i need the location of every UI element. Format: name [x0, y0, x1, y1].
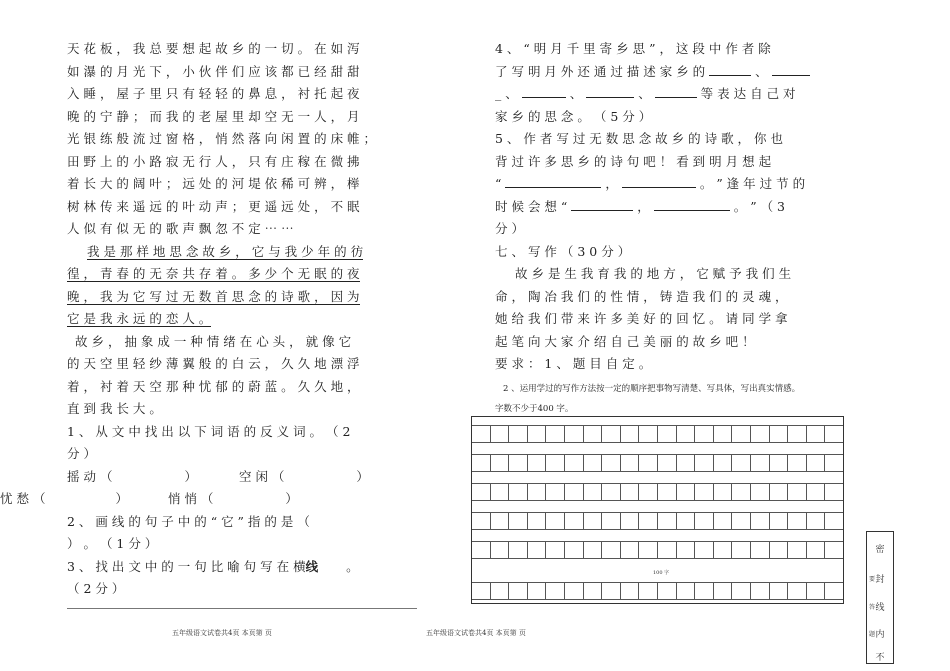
grid-count-label: 100 字 — [653, 570, 670, 576]
question-3-score: （ 2 分 ） — [67, 581, 125, 596]
question-5-line3: “ ， 。 ” 逢 年 过 节 的 — [495, 173, 845, 196]
passage-line: 的 天 空 里 轻 纱 薄 翼 般 的 白 云 ， 久 久 地 漂 浮 — [67, 356, 360, 371]
answer-blank[interactable] — [655, 83, 697, 98]
answer-blank[interactable] — [571, 196, 633, 211]
passage-line: 人 似 有 似 无 的 歌 声 飘 忽 不 定 ⋯ ⋯ — [67, 221, 294, 236]
question-5: 5 、 作 者 写 过 无 数 思 念 故 乡 的 诗 歌 ， 你 也 — [495, 131, 784, 146]
seal-line-box — [866, 531, 894, 664]
requirement-2: 2 、运用学过的写作方法按一定的顺序把事物写清楚、写具体，写出真实情感。 — [503, 383, 801, 394]
page-footer-left: 五年级语文试卷共4页 本页第 页 — [172, 629, 272, 637]
answer-blank[interactable] — [772, 61, 810, 76]
answer-blank[interactable] — [586, 83, 634, 98]
right-column — [495, 38, 845, 419]
question-1: 1 、 从 文 中 找 出 以 下 词 语 的 反 义 词 。 （ 2 — [67, 423, 351, 439]
passage-line: 故 乡 ， 抽 象 成 一 种 情 绪 在 心 头 ， 就 像 它 — [75, 333, 352, 349]
grid-row[interactable] — [472, 483, 843, 501]
passage-line: 如 瀑 的 月 光 下 ， 小 伙 伴 们 应 该 都 已 经 甜 甜 — [67, 63, 360, 79]
answer-blank[interactable] — [654, 196, 730, 211]
seal-small-char: 答 — [869, 604, 876, 611]
antonym-row-1: 摇 动 （ ） 空 闲 （ ） — [67, 468, 369, 484]
writing-prompt-line: 她 给 我 们 带 来 许 多 美 好 的 回 忆 。 请 同 学 拿 — [495, 311, 788, 326]
passage-line: 晚 的 宁 静 ； 而 我 的 老 屋 里 却 空 无 一 人 ， 月 — [67, 108, 360, 124]
underlined-sentence-line: 晚 ， 我 为 它 写 过 无 数 首 思 念 的 诗 歌 ， 因 为 — [67, 288, 360, 304]
question-4-line3: _ 、 、 、 等 表 达 自 己 对 — [495, 83, 845, 106]
passage-line: 入 睡 ， 屋 子 里 只 有 轻 轻 的 鼻 息 ， 衬 托 起 夜 — [67, 86, 360, 101]
answer-line[interactable] — [67, 608, 417, 609]
antonym-row-2: 忧 愁 （ ） 悄 悄 （ ） — [0, 491, 298, 506]
answer-blank[interactable] — [709, 61, 751, 76]
requirement-3: 字数不少于400 字。 — [495, 403, 574, 414]
passage-line: 树 林 传 来 遥 远 的 叶 动 声 ； 更 遥 远 处 ， 不 眠 — [67, 198, 360, 214]
question-5-score: 分 ） — [495, 221, 524, 236]
passage-line: 直 到 我 长 大 。 — [67, 401, 162, 416]
question-4-score: 家 乡 的 思 念 。 （ 5 分 ） — [495, 108, 652, 124]
left-column — [0, 38, 417, 601]
underlined-sentence-line: 它 是 我 永 远 的 恋 人 。 — [67, 311, 212, 326]
grid-row[interactable] — [472, 454, 843, 472]
underlined-sentence-line: 徨 ， 青 春 的 无 奈 共 存 着 。 多 少 个 无 眠 的 夜 — [67, 266, 360, 281]
seal-char: 内 — [875, 630, 885, 640]
passage-line: 着 长 大 的 阔 叶 ； 远 处 的 河 堤 依 稀 可 辨 ， 榉 — [67, 176, 360, 191]
question-4-line2: 了 写 明 月 外 还 通 过 描 述 家 乡 的 、 — [495, 61, 845, 84]
composition-grid[interactable] — [471, 416, 844, 604]
grid-row[interactable] — [472, 541, 843, 559]
question-1-score: 分 ） — [67, 446, 96, 461]
requirement-1: 要 求 ： 1 、 题 目 自 定 。 — [495, 356, 652, 371]
answer-blank[interactable] — [522, 83, 566, 98]
seal-small-char: 题 — [869, 631, 876, 638]
question-5-line2: 背 过 许 多 思 乡 的 诗 句 吧 ！ 看 到 明 月 想 起 — [495, 153, 772, 169]
grid-row[interactable] — [472, 512, 843, 530]
passage-line: 天 花 板 ， 我 总 要 想 起 故 乡 的 一 切 。 在 如 泻 — [67, 41, 360, 56]
seal-char: 密 — [875, 545, 885, 555]
question-2-score: ） 。 （ 1 分 ） — [67, 536, 158, 551]
grid-row[interactable] — [472, 425, 843, 443]
question-4: 4 、 “ 明 月 千 里 寄 乡 思 ” ， 这 段 中 作 者 除 — [495, 41, 771, 56]
seal-char: 线 — [875, 603, 885, 613]
question-5-line4: 时 候 会 想 “ ， 。 ” （ 3 — [495, 196, 845, 219]
writing-prompt-line: 命 ， 陶 冶 我 们 的 性 情 ， 铸 造 我 们 的 灵 魂 ， — [495, 288, 788, 304]
grid-row[interactable] — [472, 582, 843, 600]
passage-line: 着 ， 衬 着 天 空 那 种 忧 郁 的 蔚 蓝 。 久 久 地 ， — [67, 378, 360, 394]
question-3: 3 、 找 出 文 中 的 一 句 比 喻 句 写 在 横线 。 — [67, 558, 359, 574]
answer-blank[interactable] — [622, 173, 696, 188]
seal-char: 不 — [875, 653, 885, 663]
answer-blank[interactable] — [505, 173, 601, 188]
section-7-title: 七 、 写 作 （ 3 0 分 ） — [495, 243, 631, 259]
question-2: 2 、 画 线 的 句 子 中 的 “ 它 ” 指 的 是 （ — [67, 513, 310, 529]
seal-char: 封 — [875, 575, 885, 585]
writing-prompt-line: 故 乡 是 生 我 育 我 的 地 方 ， 它 赋 予 我 们 生 — [515, 266, 792, 281]
seal-small-char: 要 — [869, 576, 876, 583]
page-footer-right: 五年级语文试卷共4页 本页第 页 — [426, 629, 526, 637]
writing-prompt-line: 起 笔 向 大 家 介 绍 自 己 美 丽 的 故 乡 吧 ！ — [495, 333, 755, 349]
underlined-sentence-line: 我 是 那 样 地 思 念 故 乡 ， 它 与 我 少 年 的 彷 — [87, 243, 364, 259]
passage-line: 田 野 上 的 小 路 寂 无 行 人 ， 只 有 庄 稼 在 微 拂 — [67, 153, 360, 169]
passage-line: 光 银 练 般 流 过 窗 格 ， 悄 然 落 向 闲 置 的 床 帷 ； — [67, 131, 377, 146]
